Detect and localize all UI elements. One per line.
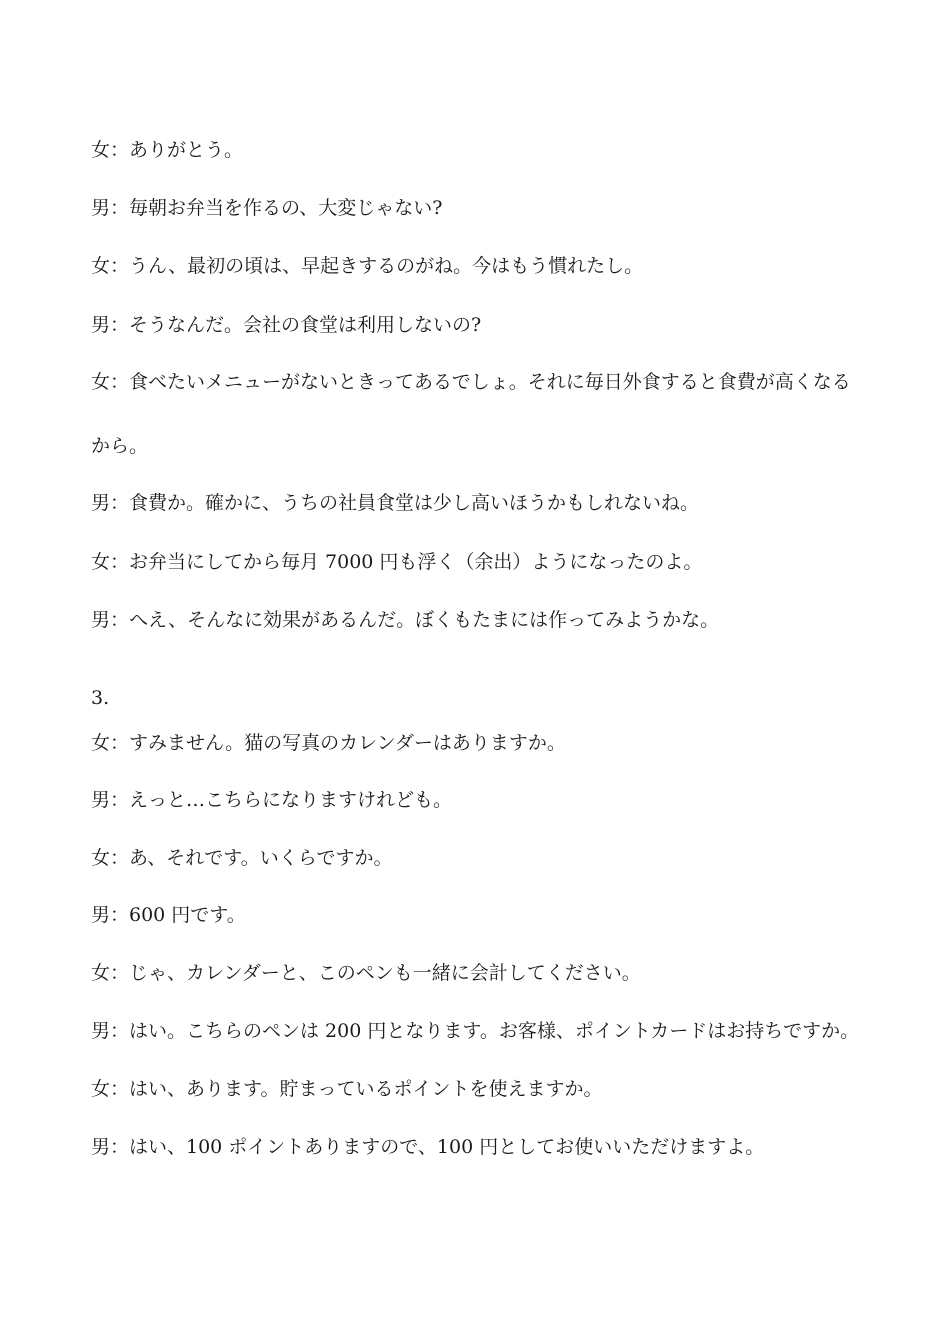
section-number: 3. xyxy=(91,687,110,709)
dialogue-line: 女：うん、最初の頃は、早起きするのがね。今はもう慣れたし。 xyxy=(91,255,644,277)
dialogue-line: 女：すみません。猫の写真のカレンダーはありますか。 xyxy=(91,732,566,754)
dialogue-line: 男：600 円です。 xyxy=(91,904,246,926)
dialogue-line: 男：はい、100 ポイントありますので、100 円としてお使いいただけますよ。 xyxy=(91,1136,765,1158)
dialogue-line: 男：毎朝お弁当を作るの、大変じゃない? xyxy=(91,197,443,219)
dialogue-line: 男：食費か。確かに、うちの社員食堂は少し高いほうかもしれないね。 xyxy=(91,492,700,514)
dialogue-line: 男：へえ、そんなに効果があるんだ。ぼくもたまには作ってみようかな。 xyxy=(91,609,720,631)
dialogue-line: 女：食べたいメニューがないときってあるでしょ。それに毎日外食すると食費が高くなる xyxy=(91,371,851,393)
dialogue-line: 男：えっと…こちらになりますけれども。 xyxy=(91,789,453,811)
dialogue-line: 女：ありがとう。 xyxy=(91,139,244,161)
dialogue-line: 女：じゃ、カレンダーと、このペンも一緒に会計してください。 xyxy=(91,962,641,984)
dialogue-line: 男：そうなんだ。会社の食堂は利用しないの? xyxy=(91,314,482,336)
dialogue-line-continuation: から。 xyxy=(91,435,149,457)
dialogue-line: 女：あ、それです。いくらですか。 xyxy=(91,847,393,869)
dialogue-line: 男：はい。こちらのペンは 200 円となります。お客様、ポイントカードはお持ちですか。 xyxy=(91,1020,860,1042)
dialogue-line: 女：お弁当にしてから毎月 7000 円も浮く（余出）ようになったのよ。 xyxy=(91,551,703,573)
dialogue-line: 女：はい、あります。貯まっているポイントを使えますか。 xyxy=(91,1078,603,1100)
